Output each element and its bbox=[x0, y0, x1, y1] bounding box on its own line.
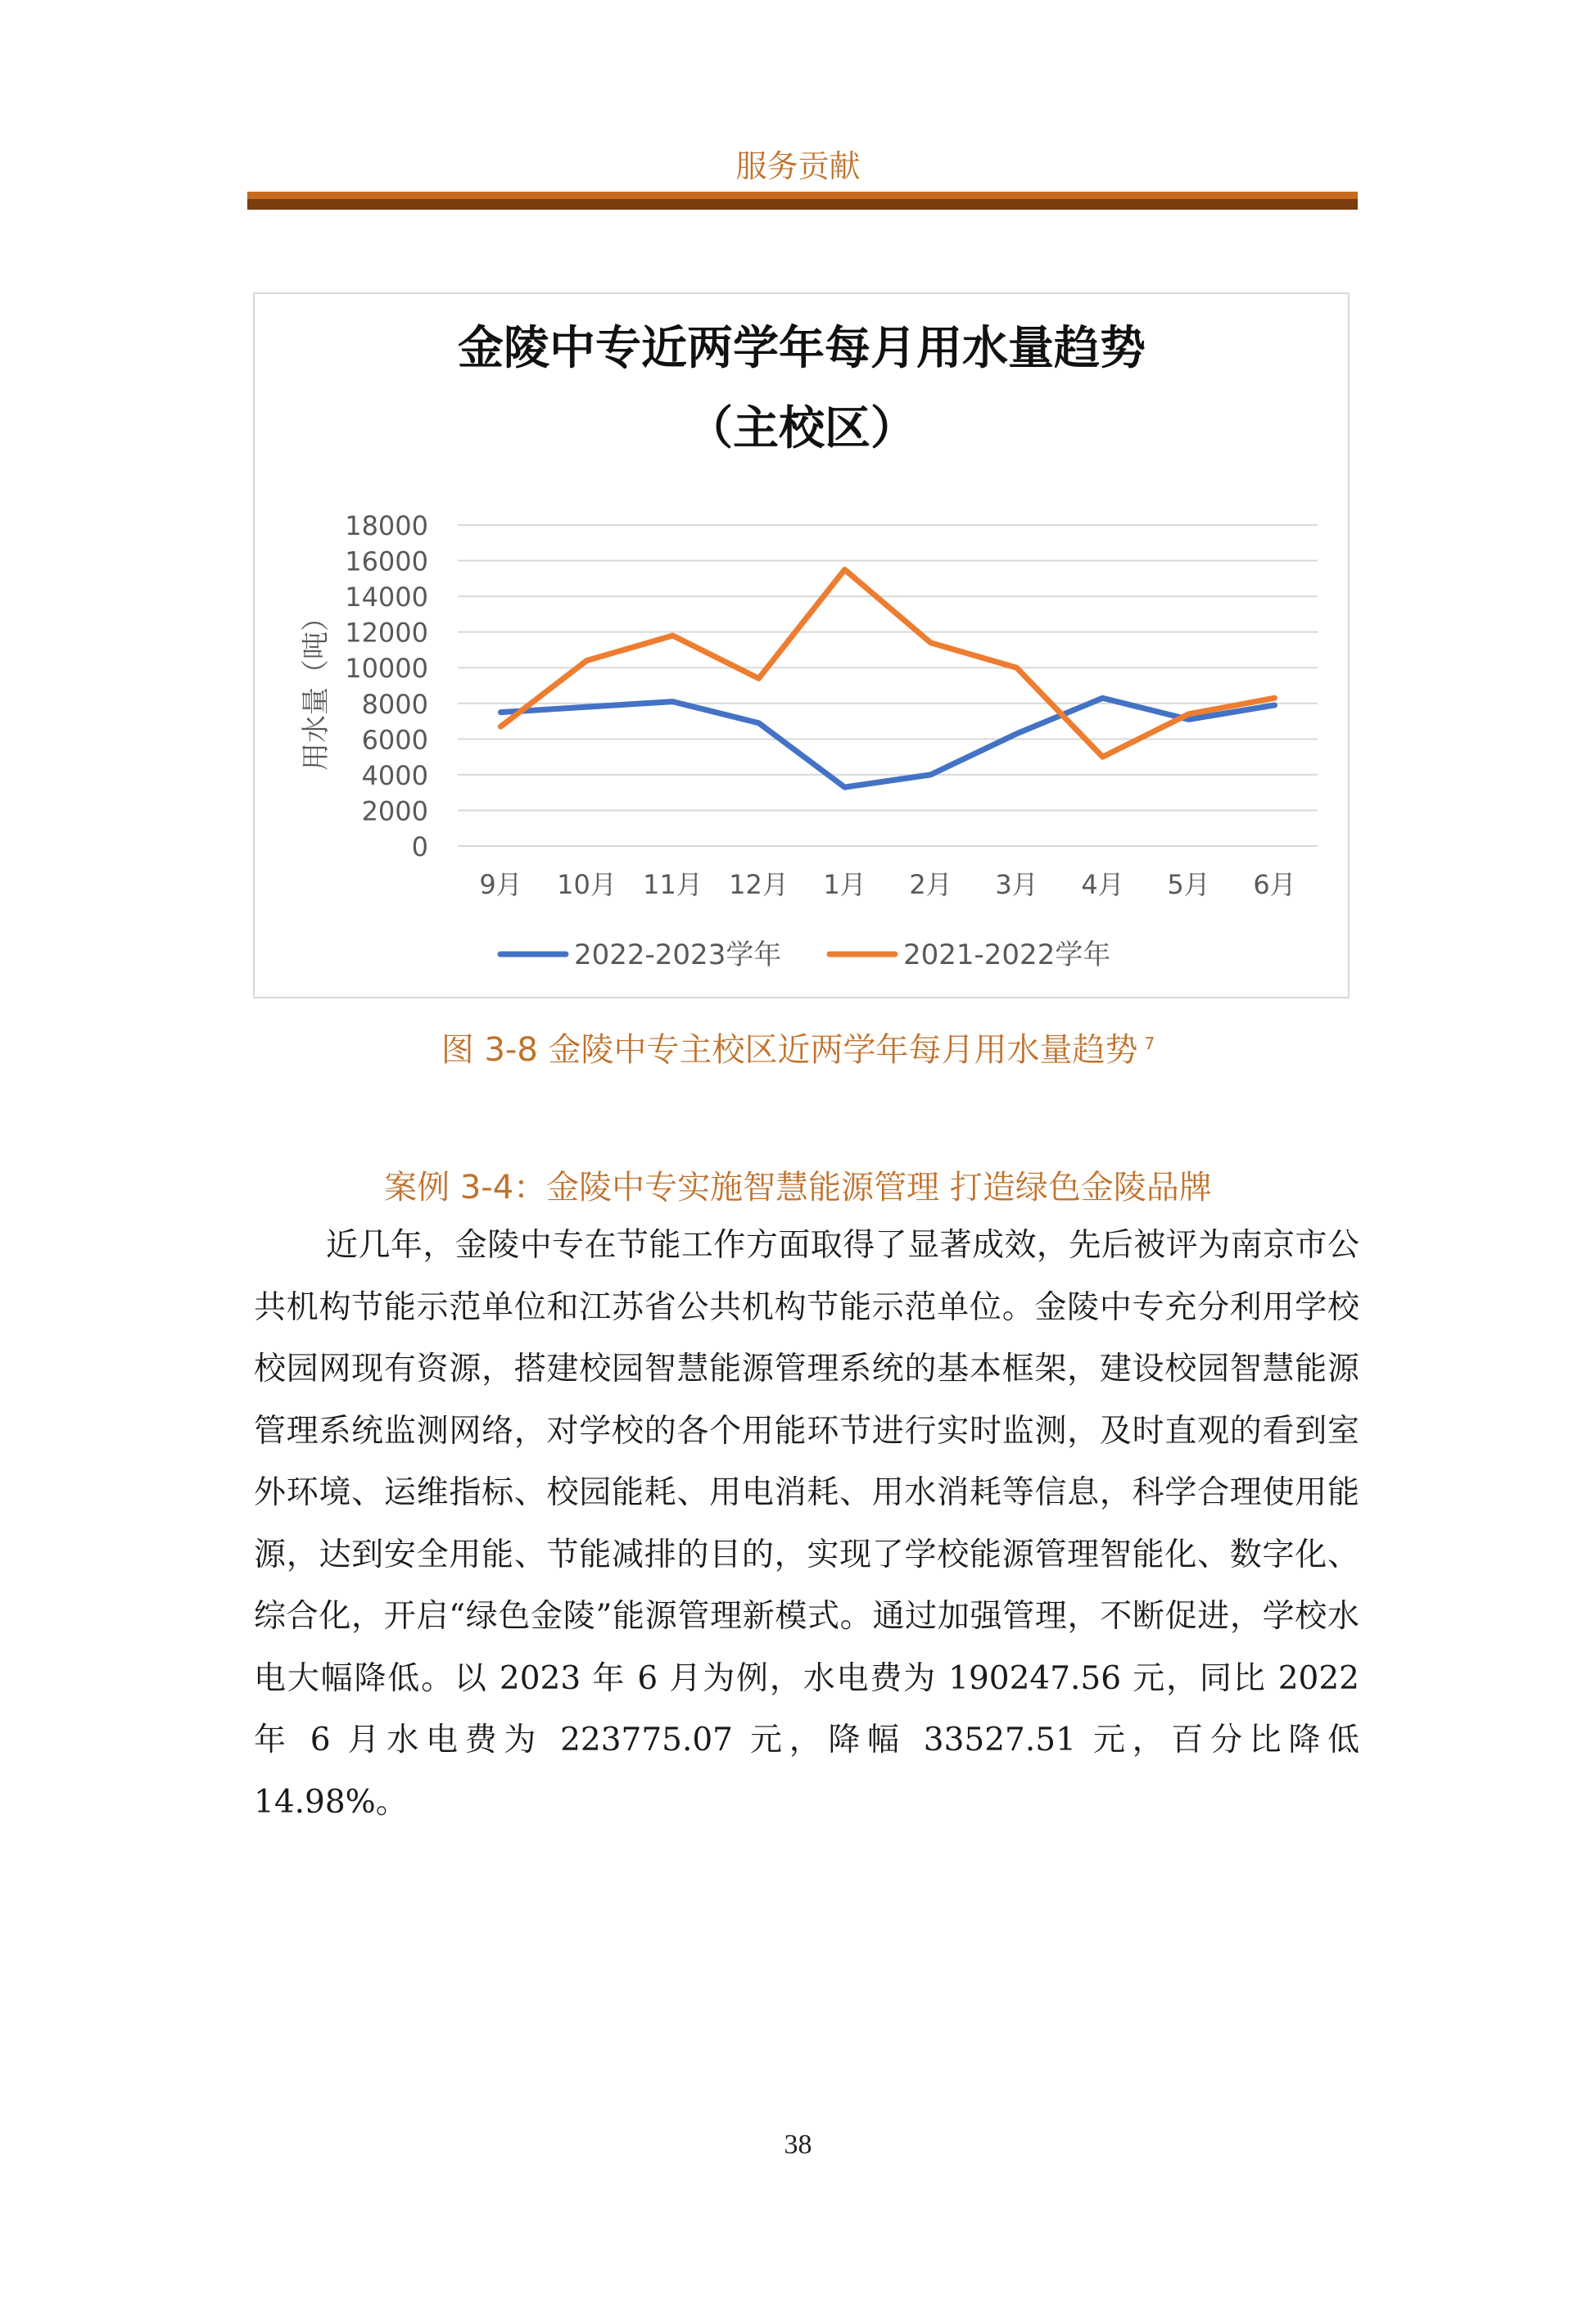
series-line-1 bbox=[501, 698, 1275, 787]
y-tick-label: 4000 bbox=[361, 759, 428, 791]
series-line-2 bbox=[501, 569, 1275, 757]
y-tick-label: 2000 bbox=[361, 795, 428, 827]
x-tick-label: 2月 bbox=[909, 869, 952, 900]
page-number: 38 bbox=[784, 2130, 812, 2160]
x-tick-label: 5月 bbox=[1167, 869, 1210, 900]
y-tick-label: 10000 bbox=[345, 653, 428, 685]
x-tick-label: 6月 bbox=[1253, 869, 1296, 900]
y-tick-label: 18000 bbox=[345, 510, 428, 541]
x-tick-label: 10月 bbox=[557, 869, 617, 900]
x-tick-label: 9月 bbox=[479, 869, 522, 900]
header-rule bbox=[247, 192, 1358, 210]
footnote-reference: 7 bbox=[1144, 1033, 1155, 1053]
x-tick-label: 4月 bbox=[1081, 869, 1124, 900]
y-tick-label: 6000 bbox=[361, 724, 428, 756]
y-axis-label: 用水量（吨） bbox=[300, 604, 332, 771]
x-tick-label: 3月 bbox=[995, 869, 1038, 900]
figure-caption-text: 图 3-8 金陵中专主校区近两学年每月用水量趋势 bbox=[441, 1031, 1138, 1069]
header-rule-top bbox=[247, 192, 1358, 199]
figure-caption bbox=[0, 1024, 1596, 1070]
x-tick-label: 12月 bbox=[729, 869, 789, 900]
y-tick-label: 16000 bbox=[345, 545, 428, 577]
y-tick-label: 12000 bbox=[345, 617, 428, 649]
chart-title: 金陵中专近两学年每月用水量趋势 bbox=[458, 322, 1146, 375]
legend-label-1: 2022-2023学年 bbox=[574, 939, 782, 971]
case-body-paragraph: 近几年，金陵中专在节能工作方面取得了显著成效，先后被评为南京市公共机构节能示范单位和江苏省公共机构节能示范单位。金陵中专充分利用学校校园网现有资源，搭建校园智慧能源管理系统的基本框架，建设校园智慧能源管理系统监测网络，对学校的各个用能环节进行实时监测，及时直观的看到室外环境、运维指标、校园能耗、用电消耗、用水消耗等信息，科学合理使用能源，达到安全用能、节能减排的目的，实现了学校能源管理智能化、数字化、综合化，开启“绿色金陵”能源管理新模式。通过加强管理，不断促进，学校水电大幅降低。以 2023 年 6 月为例，水电费为 190247.56 元，同比 2022 年 6 月水电费为 223775.07 元，降幅 33527.51 元，百分比降低 14.98%。 bbox=[254, 1227, 1359, 1821]
chart-subtitle: （主校区） bbox=[687, 402, 916, 455]
header-rule-bottom bbox=[247, 199, 1358, 210]
section-header-title: 服务贡献 bbox=[735, 148, 861, 184]
y-tick-label: 8000 bbox=[361, 688, 428, 720]
case-title: 案例 3-4：金陵中专实施智慧能源管理 打造绿色金陵品牌 bbox=[384, 1169, 1212, 1206]
x-tick-label: 11月 bbox=[643, 869, 703, 900]
x-tick-label: 1月 bbox=[823, 869, 866, 900]
y-tick-label: 14000 bbox=[345, 582, 428, 613]
y-tick-label: 0 bbox=[411, 831, 428, 862]
chart-frame bbox=[253, 292, 1350, 998]
water-usage-line-chart bbox=[255, 294, 1348, 997]
legend-label-2: 2021-2022学年 bbox=[903, 939, 1111, 971]
